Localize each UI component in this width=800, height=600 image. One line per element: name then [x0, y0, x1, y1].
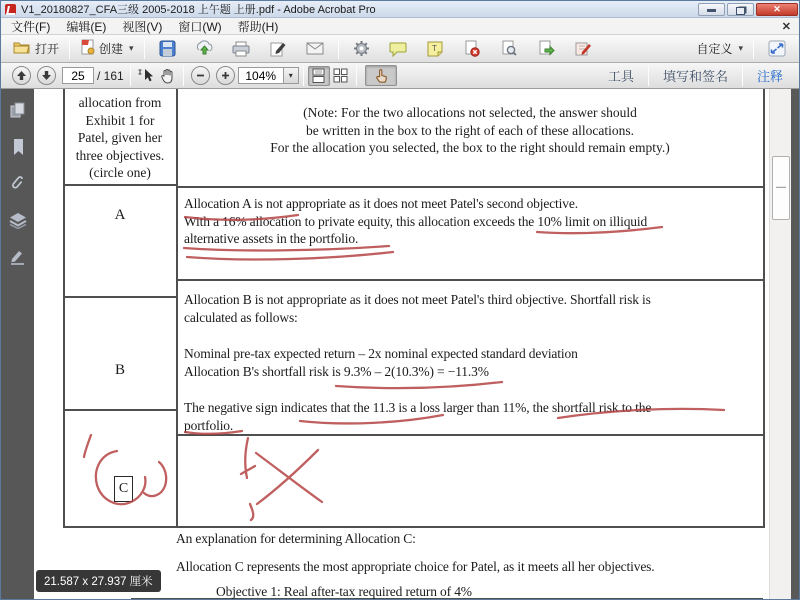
signatures-icon[interactable]: [9, 248, 26, 270]
cloud-upload-button[interactable]: [186, 40, 223, 57]
sticky-note-icon[interactable]: [417, 41, 454, 57]
pdf-page[interactable]: [34, 89, 769, 600]
open-button[interactable]: 打开: [7, 38, 65, 60]
acrobat-app-icon: [5, 4, 16, 15]
export-icon[interactable]: [528, 40, 565, 57]
table-border: [176, 186, 765, 188]
main-toolbar: [1, 35, 800, 63]
chevron-down-icon: ▾: [129, 43, 134, 53]
red-tick-mark: [84, 435, 91, 457]
close-document-icon[interactable]: ✕: [781, 20, 791, 33]
table-border: [63, 184, 177, 186]
vertical-scrollbar[interactable]: [769, 89, 791, 600]
page-search-icon[interactable]: [491, 40, 528, 57]
bookmarks-icon[interactable]: [10, 138, 26, 161]
tools-panel-button[interactable]: 工具: [607, 69, 634, 84]
page-count-label: / 161: [97, 68, 124, 83]
minimize-button[interactable]: [698, 3, 725, 16]
zoom-out-button[interactable]: [191, 66, 210, 85]
comment-panel-button[interactable]: 注释: [756, 69, 783, 84]
layers-icon[interactable]: [8, 212, 28, 234]
delete-pages-icon[interactable]: [454, 40, 491, 57]
comment-bubble-icon[interactable]: [380, 41, 417, 57]
red-x-annotation: [256, 453, 322, 502]
restore-button[interactable]: [727, 3, 754, 16]
answer-text-a: Allocation A is not appropriate as it does not meet Patel's second objective. With a 16% allocation to private equity, this allocation exceeds the 10% limit on illiquid alternative assets in the portfolio.: [184, 196, 648, 246]
answer-text-b: Allocation B is not appropriate as it does not meet Patel's third objective. Shortfall risk is calculated as follows: Nominal pre-tax expected return – 2x nominal expected standard deviation Allocation B's shortfall risk is 9.3% – 2(10.3%) = −11.3% The negative sign indicates that the 11.3 is a loss larger than 11%, the shortfall risk to the portfolio.: [184, 292, 652, 433]
red-underline: [187, 252, 393, 259]
save-button[interactable]: [149, 40, 186, 57]
fullscreen-icon[interactable]: [758, 40, 795, 57]
gear-icon[interactable]: [343, 40, 380, 57]
create-pdf-icon: [80, 39, 95, 58]
table-border: [63, 526, 765, 528]
right-panel-strip: [791, 89, 800, 600]
zoom-dropdown-icon[interactable]: ▾: [284, 67, 299, 84]
row-label-b: B: [114, 362, 125, 378]
note-cell: (Note: For the two allocations not selected, the answer should be written in the box to the right of each of these allocations. For the allocation you selected, the box to the right should remain empty.): [270, 105, 670, 155]
print-button[interactable]: [223, 41, 260, 57]
question-header-cell: allocation from Exhibit 1 for Patel, given her three objectives. (circle one): [75, 95, 165, 180]
window-title: V1_20180827_CFA三级 2005-2018 上午题 上册.pdf - Adobe Acrobat Pro: [21, 4, 376, 16]
customize-button[interactable]: 自定义 ▾: [696, 42, 743, 56]
menu-edit[interactable]: 编辑(E): [66, 19, 107, 34]
title-bar: [1, 1, 800, 18]
page-size-badge: 21.587 x 27.937 厘米: [36, 570, 161, 592]
menu-bar: [1, 18, 800, 35]
hand-tool-icon[interactable]: [157, 66, 179, 86]
previous-page-button[interactable]: [12, 66, 31, 85]
attachments-icon[interactable]: [10, 175, 26, 198]
navigation-sidebar: [1, 89, 34, 600]
svg-text:T: T: [432, 43, 437, 53]
row-label-a: A: [114, 207, 126, 223]
table-border: [763, 89, 765, 526]
fill-sign-panel-button[interactable]: 填写和签名: [662, 69, 728, 84]
table-border: [63, 296, 177, 298]
zoom-level-input[interactable]: [238, 67, 284, 84]
chevron-down-icon: ▾: [738, 43, 743, 53]
explanation-heading: An explanation for determining Allocation C:: [176, 531, 416, 546]
table-border: [63, 409, 177, 411]
page-number-input[interactable]: [62, 67, 94, 84]
folder-open-icon: [13, 40, 31, 58]
red-stroke: [250, 504, 253, 520]
page-fit-view-icon[interactable]: [330, 66, 352, 86]
scrolling-view-icon[interactable]: [308, 66, 330, 86]
create-button[interactable]: 创建 ▾: [74, 37, 140, 60]
page-thumbnails-icon[interactable]: [9, 101, 27, 124]
menu-window[interactable]: 窗口(W): [178, 19, 222, 34]
email-button[interactable]: [297, 42, 334, 55]
touch-mode-button[interactable]: [365, 65, 397, 86]
explanation-text: Allocation C represents the most appropriate choice for Patel, as it meets all her objectives.: [176, 559, 655, 574]
scrollbar-thumb[interactable]: [772, 156, 790, 220]
menu-help[interactable]: 帮助(H): [237, 19, 279, 34]
menu-view[interactable]: 视图(V): [122, 19, 163, 34]
objective-text: Objective 1: Real after-tax required return of 4%: [216, 584, 472, 599]
select-tool-icon[interactable]: [135, 66, 157, 86]
menu-file[interactable]: 文件(F): [11, 19, 51, 34]
form-edit-icon[interactable]: [565, 41, 602, 57]
table-border: [176, 279, 765, 281]
next-page-button[interactable]: [37, 66, 56, 85]
close-button[interactable]: ✕: [756, 3, 798, 16]
red-stroke: [245, 438, 248, 478]
navigation-toolbar: [1, 63, 800, 89]
sign-button[interactable]: [260, 41, 297, 57]
red-stroke: [241, 466, 255, 474]
boxed-answer-c: C: [114, 476, 133, 502]
red-x-annotation: [257, 450, 318, 504]
red-circle-annotation: [144, 462, 166, 496]
zoom-in-button[interactable]: [216, 66, 235, 85]
